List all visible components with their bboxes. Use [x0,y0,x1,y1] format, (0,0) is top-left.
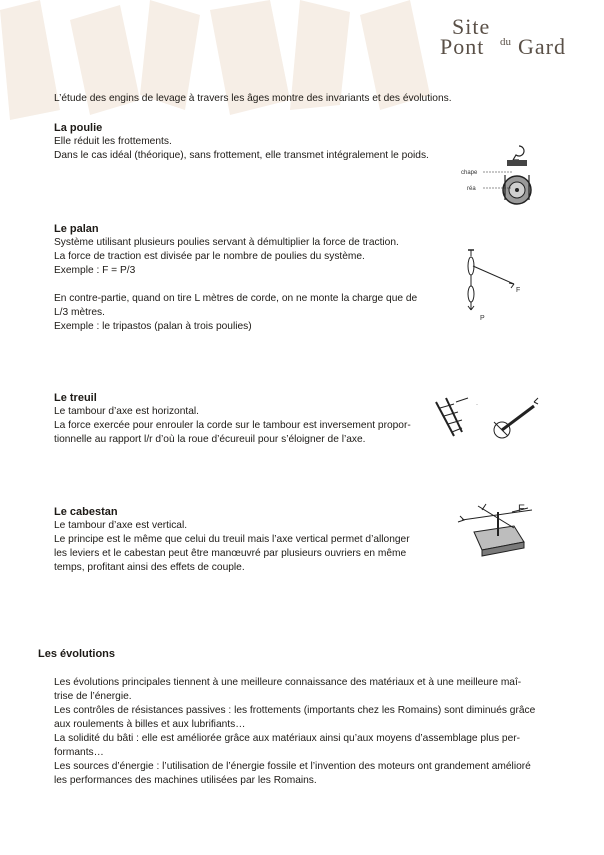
logo-gard: Gard [518,34,566,59]
body-line: Le tambour d’axe est vertical. [54,520,188,531]
body-line: La force exercée pour enrouler la corde sur le tambour est inversement propor- [54,420,411,431]
section-title-cabestan: Le cabestan [54,506,118,518]
logo-pont: Pont [440,34,485,59]
body-line: aux roulements à billes et aux lubrifiants… [54,719,246,730]
block-and-tackle-figure [462,248,532,328]
body-line: Elle réduit les frottements. [54,136,172,147]
section-body-poulie [54,135,449,163]
section-body-cabestan [54,519,449,575]
body-line [54,278,449,292]
body-line: Les sources d’énergie : l’utilisation de l’énergie fossile et l’invention des moteurs ont grandement amélioré [54,761,531,772]
intro-text: L’étude des engins de levage à travers les âges montre des invariants et des évolutions. [54,93,452,104]
section-body-palan [54,236,449,334]
section-body-evolutions [54,676,554,788]
logo-du: du [500,36,511,48]
body-line: Les évolutions principales tiennent à une meilleure connaissance des matériaux et à une meilleure maî- [54,677,522,688]
winch-annotation-mark: · [476,402,478,408]
pulley-figure [455,140,535,210]
body-line: tionnelle au rapport l/r d’où la roue d’écureuil pour s’éloigner de l’axe. [54,434,366,445]
section-title-evolutions: Les évolutions [38,648,116,660]
label-force-f-capstan: F [518,503,525,515]
body-line: Le tambour d’axe est horizontal. [54,406,199,417]
body-line: trise de l’énergie. [54,691,132,702]
body-line: Exemple : le tripastos (palan à trois poulies) [54,321,252,332]
body-line: Les contrôles de résistances passives : les frottements (importants chez les Romains) sont diminués grâce [54,705,536,716]
section-body-treuil [54,405,449,447]
label-weight-p: P [480,315,485,322]
body-line: les performances des machines utilisées par les Romains. [54,775,317,786]
body-line: La solidité du bâti : elle est améliorée grâce aux matériaux ainsi qu’aux moyens d’assemblage plus per- [54,733,521,744]
body-line: En contre-partie, quand on tire L mètres de corde, on ne monte la charge que de [54,293,418,304]
section-title-treuil: Le treuil [54,392,97,404]
section-title-palan: Le palan [54,223,99,235]
site-logo [440,14,580,64]
body-line: Dans le cas idéal (théorique), sans frottement, elle transmet intégralement le poids. [54,150,429,161]
body-line: les leviers et le cabestan peut être manœuvré par plusieurs ouvriers en même [54,548,407,559]
body-line: La force de traction est divisée par le nombre de poulies du système. [54,251,365,262]
body-line: L/3 mètres. [54,307,105,318]
label-chape: chape [461,170,478,176]
label-force-f: F [516,287,521,294]
logo-site: Site [452,14,491,39]
body-line: Exemple : F = P/3 [54,265,136,276]
body-line: Le principe est le même que celui du treuil mais l’axe vertical permet d’allonger [54,534,410,545]
winch-figure [432,392,552,447]
capstan-figure [452,498,552,558]
body-line: temps, profitant ainsi des effets de couple. [54,562,245,573]
label-rea: réa [467,186,476,192]
section-title-poulie: La poulie [54,122,103,134]
body-line: formants… [54,747,104,758]
body-line: Système utilisant plusieurs poulies servant à démultiplier la force de traction. [54,237,399,248]
